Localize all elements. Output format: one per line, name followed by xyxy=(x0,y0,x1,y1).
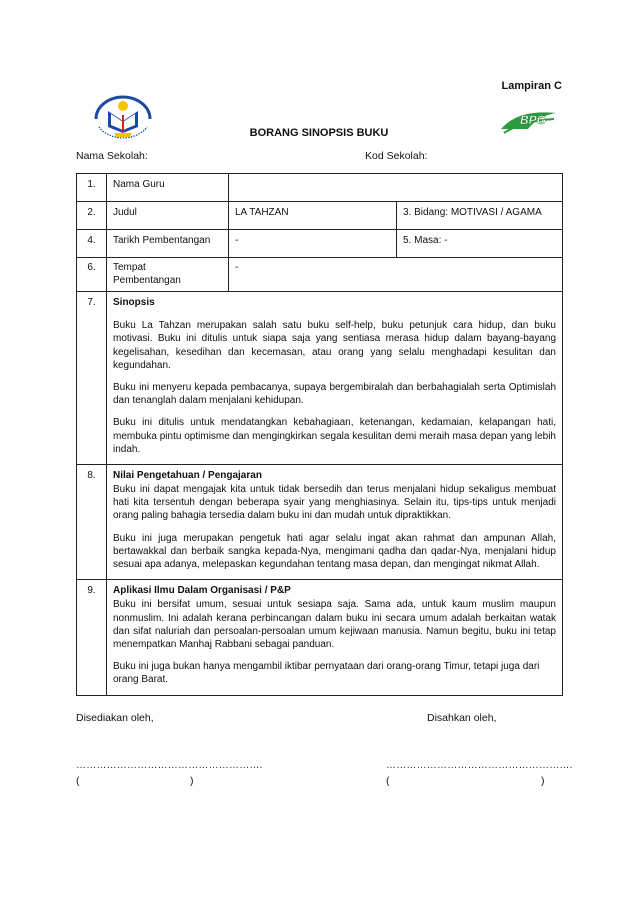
sinopsis-paragraph: Buku ini ditulis untuk mendatangkan kebahagiaan, ketenangan, kedamaian, kelapangan hati, membuka pintu optimisme dan mengingkirkan segala kesulitan demi meraih masa depan yang lebih indah. xyxy=(113,417,556,455)
nama-guru-label: Nama Guru xyxy=(107,174,229,202)
row-judul xyxy=(77,202,563,230)
nilai-heading: Nilai Pengetahuan / Pengajaran xyxy=(113,469,262,481)
row-tempat xyxy=(77,258,563,292)
tempat-label-line2: Pembentangan xyxy=(113,274,181,286)
nama-guru-value[interactable] xyxy=(229,174,563,202)
nilai-paragraph: Buku ini dapat mengajak kita untuk tidak bersedih dan terus menjalani hidup sekaligus membuat hati kita tersentuh dengan beberapa syair yang menghiasinya. Selain itu, tips-tips untuk menjadi orang paling bahagia tersedia dalam buku ini dan mudah untuk dipraktikkan. xyxy=(113,484,556,522)
signature-line-right[interactable]: ………………………………………………. xyxy=(386,760,573,771)
name-paren-close-left: ) xyxy=(190,775,194,787)
aplikasi-paragraph: Buku ini juga bukan hanya mengambil iktibar pernyataan dari orang-orang Timur, tetapi juga dari orang Barat. xyxy=(113,661,540,686)
tarikh-value[interactable]: - xyxy=(229,230,397,258)
tempat-label xyxy=(107,258,229,292)
tempat-value[interactable]: - xyxy=(229,258,563,292)
row-number: 7. xyxy=(77,292,107,465)
sinopsis-heading: Sinopsis xyxy=(113,297,155,308)
row-nama-guru xyxy=(77,174,563,202)
aplikasi-cell[interactable] xyxy=(107,580,563,695)
lampiran-label: Lampiran C xyxy=(501,80,562,92)
nilai-cell[interactable] xyxy=(107,464,563,579)
aplikasi-heading: Aplikasi Ilmu Dalam Organisasi / P&P xyxy=(113,585,291,597)
tarikh-label: Tarikh Pembentangan xyxy=(107,230,229,258)
row-number: 9. xyxy=(77,580,107,695)
aplikasi-paragraph: Buku ini bersifat umum, sesuai untuk sesiapa saja. Sama ada, untuk kaum muslim maupun nonmuslim. Ini adalah kerana perbincangan dalam buku ini secara umum adalah berkaitan watak dan sifat naluriah dan persoalan-persoalan umum kejiwaan manusia. Namun begitu, buku ini tetap menempatkan Manhaj Rabbani sebagai panduan. xyxy=(113,599,556,650)
judul-value[interactable]: LA TAHZAN xyxy=(229,202,397,230)
disahkan-label: Disahkan oleh, xyxy=(427,712,497,724)
masa-value[interactable]: 5. Masa: - xyxy=(397,230,563,258)
name-paren-open-right: ( xyxy=(386,775,390,787)
row-nilai xyxy=(77,464,563,579)
row-number: 4. xyxy=(77,230,107,258)
row-aplikasi xyxy=(77,580,563,695)
name-paren-close-right: ) xyxy=(541,775,545,787)
name-paren-open-left: ( xyxy=(76,775,80,787)
bpg-logo-text: BPG xyxy=(520,113,547,127)
nama-sekolah-label: Nama Sekolah: xyxy=(76,150,148,162)
kod-sekolah-label: Kod Sekolah: xyxy=(365,150,428,162)
row-number: 6. xyxy=(77,258,107,292)
row-tarikh xyxy=(77,230,563,258)
row-number: 1. xyxy=(77,174,107,202)
signature-line-left[interactable]: ………………………………………………. xyxy=(76,760,263,771)
row-sinopsis xyxy=(77,292,563,465)
judul-label: Judul xyxy=(107,202,229,230)
sinopsis-paragraph: Buku ini menyeru kepada pembacanya, supaya bergembiralah dan berbahagialah serta Optimislah dan tenanglah dalam menjalani kehidupan. xyxy=(113,381,556,407)
bidang-value[interactable]: 3. Bidang: MOTIVASI / AGAMA xyxy=(397,202,563,230)
sinopsis-paragraph: Buku La Tahzan merupakan salah satu buku self-help, buku petunjuk cara hidup, dan buku motivasi. Buku ini ditulis untuk siapa saja yang sentiasa merasa hidup dalam bayang-bayang kegelisahan, kesedihan dan kecemasan, atau orang yang selalu menghadapi kesulitan dan kegundahan. xyxy=(113,320,556,371)
row-number: 2. xyxy=(77,202,107,230)
page-title: BORANG SINOPSIS BUKU xyxy=(249,127,389,139)
sinopsis-cell[interactable] xyxy=(107,292,563,465)
tempat-label-line1: Tempat xyxy=(113,262,146,273)
synopsis-form-table xyxy=(76,173,563,696)
nilai-paragraph: Buku ini juga merupakan pengetuk hati agar selalu ingat akan rahmat dan ampunan Allah, bertawakkal dan berbaik sangka kepada-Nya, mengimani qadha dan qadar-Nya, menjalani hidup sesuai apa adanya, melepaskan kegundahan tentang masa depan, dan mengingat nikmat Allah. xyxy=(113,532,556,570)
disediakan-label: Disediakan oleh, xyxy=(76,712,154,724)
row-number: 8. xyxy=(77,464,107,579)
